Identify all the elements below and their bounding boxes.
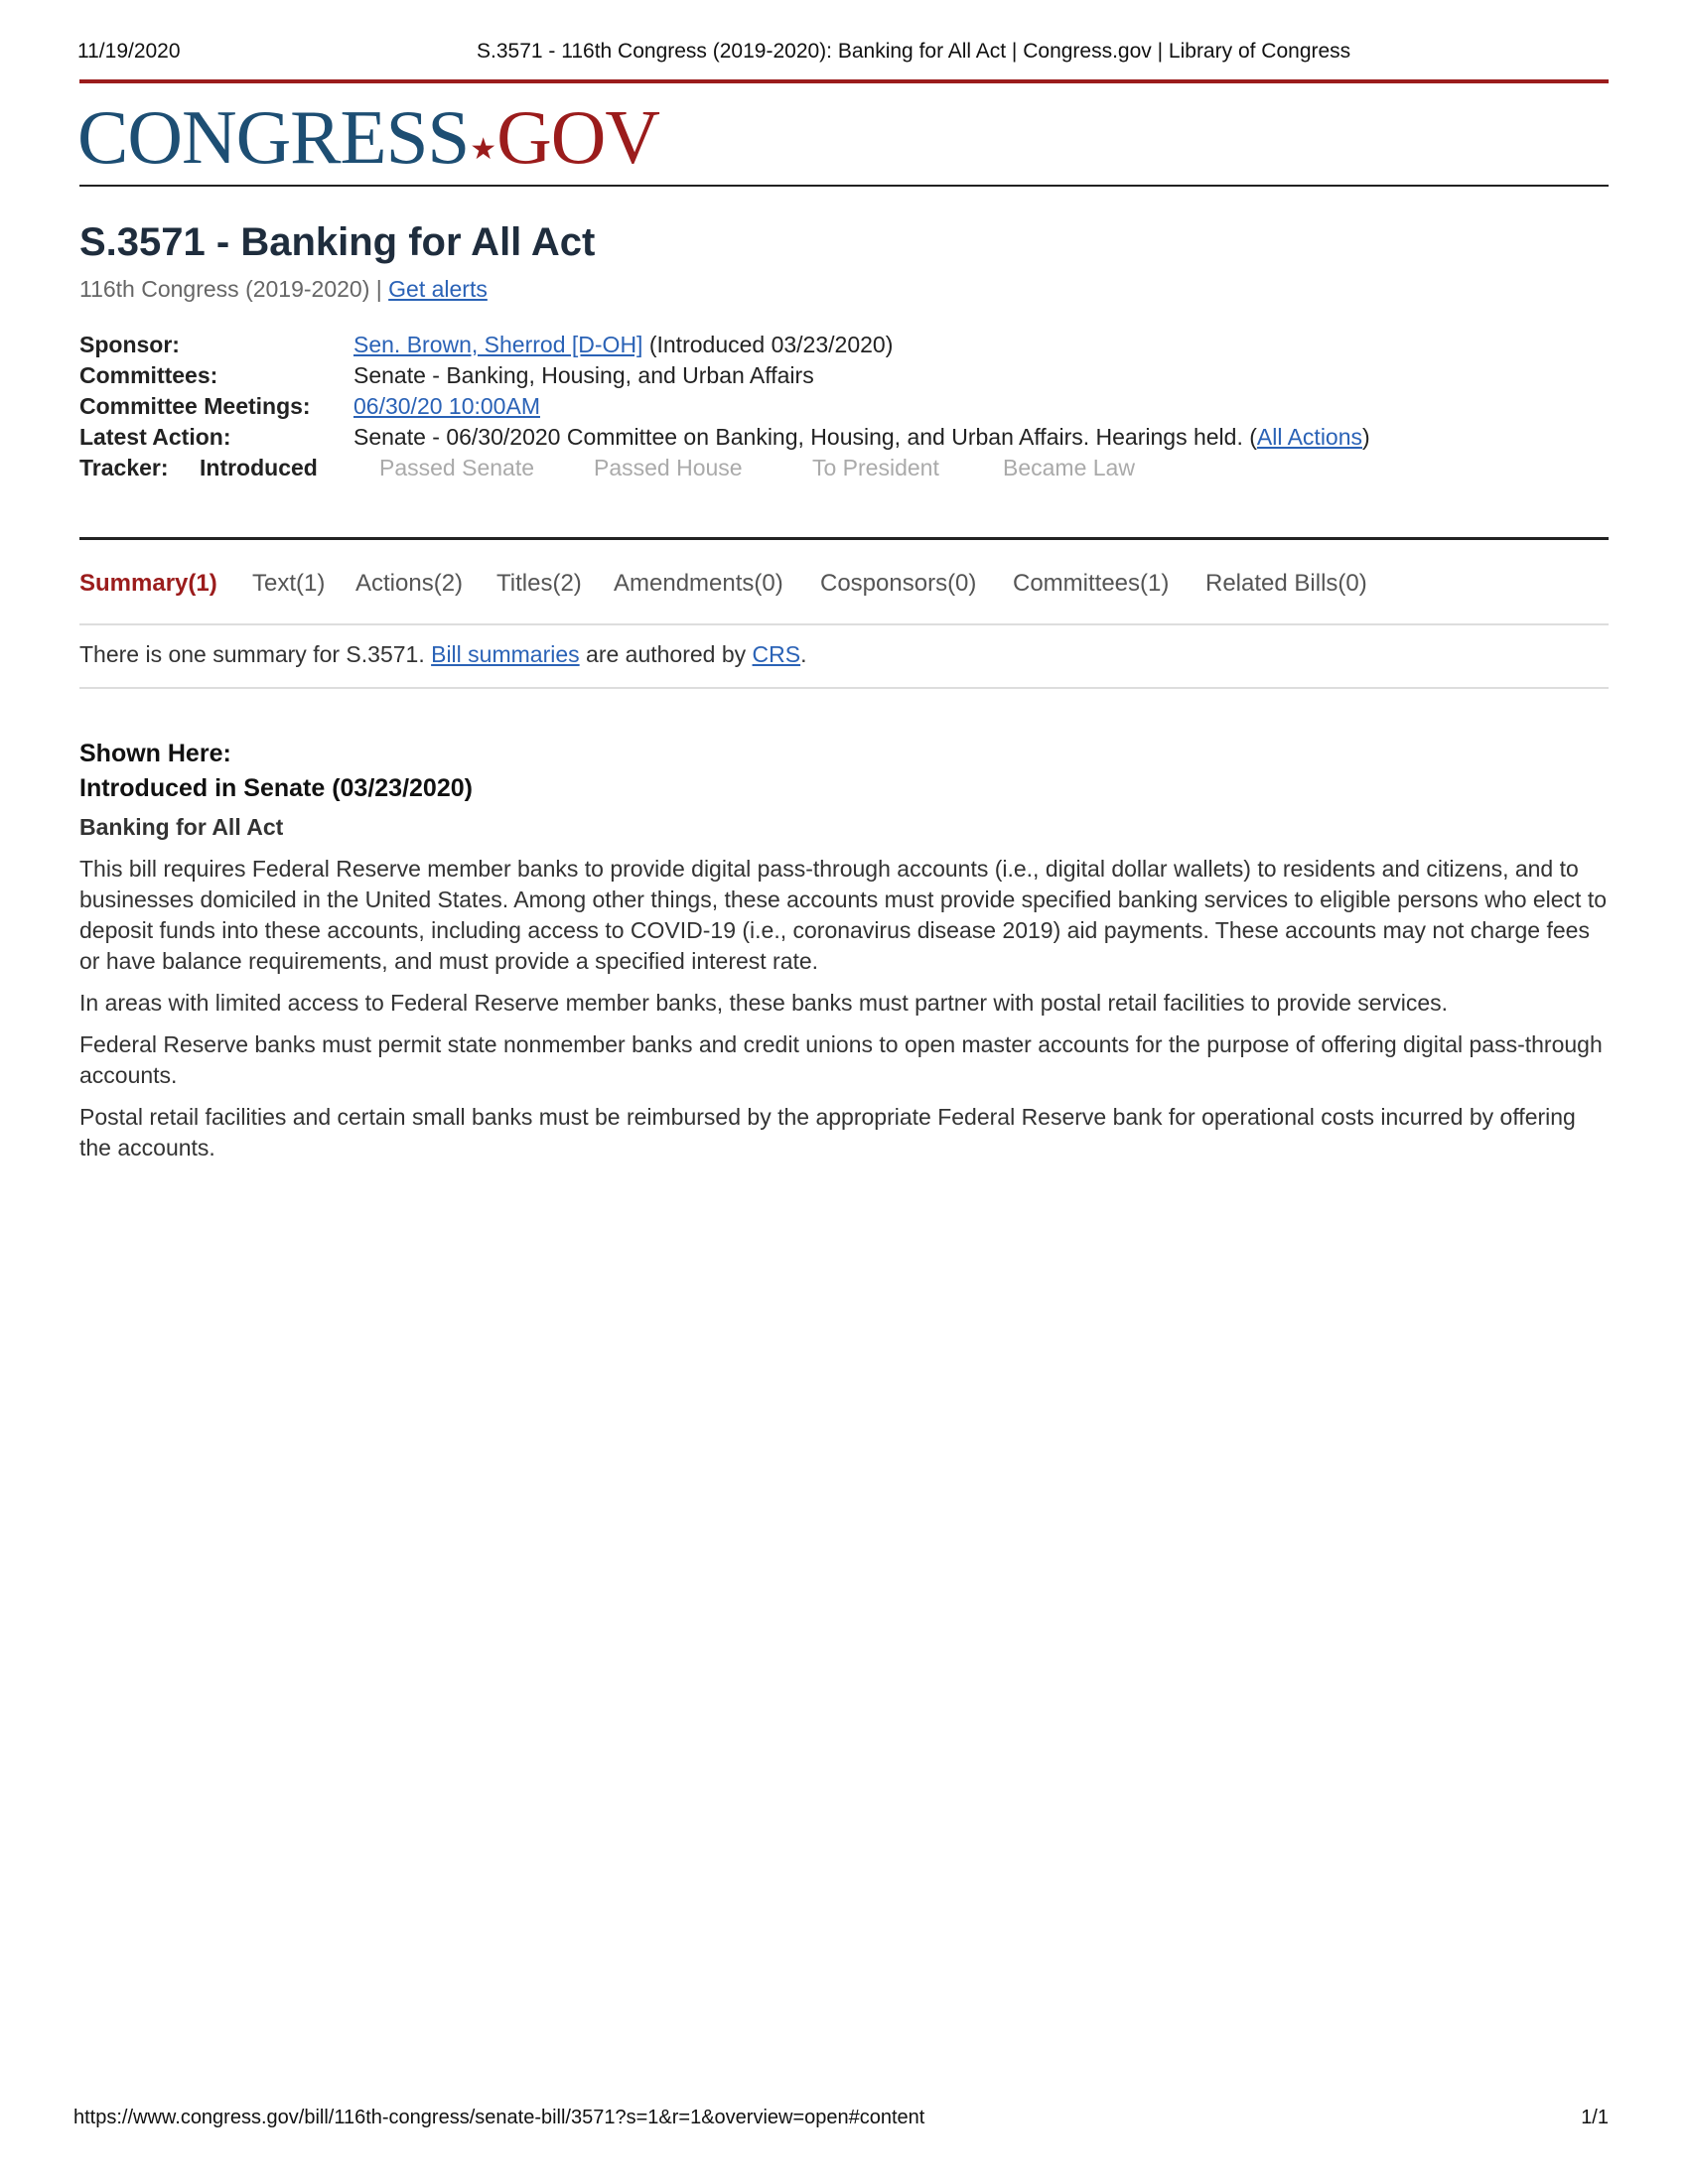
meeting-link[interactable]: 06/30/20 10:00AM xyxy=(353,393,540,419)
bill-overview xyxy=(79,332,1609,485)
crs-link[interactable]: CRS xyxy=(752,641,801,667)
latest-action-close: ) xyxy=(1362,424,1370,450)
get-alerts-link[interactable]: Get alerts xyxy=(388,276,488,302)
sponsor-value xyxy=(353,332,893,358)
header-red-rule xyxy=(79,79,1609,83)
sponsor-link[interactable]: Sen. Brown, Sherrod [D-OH] xyxy=(353,332,643,357)
meetings-value xyxy=(353,393,540,420)
latest-action-label: Latest Action: xyxy=(79,424,231,450)
summary-note xyxy=(79,641,807,668)
shown-here-label: Shown Here: xyxy=(79,740,231,767)
committees-value: Senate - Banking, Housing, and Urban Affairs xyxy=(353,362,814,388)
tracker-row xyxy=(79,455,1609,485)
print-date: 11/19/2020 xyxy=(77,40,181,63)
sponsor-row xyxy=(79,332,1609,362)
bill-summaries-link[interactable]: Bill summaries xyxy=(431,641,580,667)
tab-cosponsors[interactable]: Cosponsors(0) xyxy=(820,570,977,597)
congress-line xyxy=(79,276,488,303)
tab-summary[interactable]: Summary(1) xyxy=(79,570,217,597)
tabs-divider xyxy=(79,623,1609,625)
separator: | xyxy=(369,276,389,302)
tracker-step-passed-house: Passed House xyxy=(594,455,743,480)
tracker-current-step: Introduced xyxy=(200,455,318,480)
summary-paragraph: Postal retail facilities and certain small banks must be reimbursed by the appropriate Federal Reserve bank for operational costs incurred by offering the accounts. xyxy=(79,1104,1576,1160)
introduced-date: (Introduced 03/23/2020) xyxy=(642,332,894,357)
tab-related-bills[interactable]: Related Bills(0) xyxy=(1205,570,1367,597)
committees-label: Committees: xyxy=(79,362,218,388)
summary-paragraph: This bill requires Federal Reserve member banks to provide digital pass-through accounts (i.e., digital dollar wallets) to residents and citizens, and to businesses domiciled in the United States. Among other things, these accounts must provide specified banking services to eligible persons who elect to deposit funds into these accounts, including access to COVID-19 (i.e., coronavirus disease 2019) aid payments. These accounts may not charge fees or have balance requirements, and must provide a specified interest rate. xyxy=(79,856,1608,974)
meetings-label: Committee Meetings: xyxy=(79,393,311,419)
summary-note-divider xyxy=(79,687,1609,689)
summary-note-suffix: . xyxy=(800,641,807,667)
tracker-step-to-president: To President xyxy=(812,455,939,480)
print-footer-url: https://www.congress.gov/bill/116th-congress/senate-bill/3571?s=1&r=1&overview=open#content xyxy=(73,2107,925,2128)
summary-paragraph: In areas with limited access to Federal Reserve member banks, these banks must partner with postal retail facilities to provide services. xyxy=(79,990,1449,1016)
committees-row xyxy=(79,362,1609,393)
all-actions-link[interactable]: All Actions xyxy=(1256,424,1363,450)
logo-gov-text: GOV xyxy=(496,94,659,180)
logo-divider xyxy=(79,185,1609,187)
tab-committees[interactable]: Committees(1) xyxy=(1013,570,1170,597)
star-icon: ★ xyxy=(470,133,496,166)
summary-version-heading xyxy=(79,737,473,806)
summary-note-middle: are authored by xyxy=(579,641,753,667)
print-page-number: 1/1 xyxy=(1581,2107,1609,2128)
tracker-step-passed-senate: Passed Senate xyxy=(379,455,535,480)
tab-amendments[interactable]: Amendments(0) xyxy=(614,570,783,597)
congress-session: 116th Congress (2019-2020) xyxy=(79,276,370,302)
logo-congress-text: CONGRESS xyxy=(77,94,470,180)
summary-title: Banking for All Act xyxy=(79,814,284,840)
sponsor-label: Sponsor: xyxy=(79,332,180,357)
congress-gov-logo[interactable] xyxy=(77,94,659,180)
print-page-title: S.3571 - 116th Congress (2019-2020): Banking for All Act | Congress.gov | Library of Congress xyxy=(477,40,1351,63)
summary-body xyxy=(79,854,1609,1174)
latest-action-value xyxy=(353,424,1370,451)
summary-note-prefix: There is one summary for S.3571. xyxy=(79,641,432,667)
tracker-step-became-law: Became Law xyxy=(1003,455,1135,480)
tab-titles[interactable]: Titles(2) xyxy=(496,570,582,597)
summary-version: Introduced in Senate (03/23/2020) xyxy=(79,774,473,802)
latest-action-text: Senate - 06/30/2020 Committee on Banking, Housing, and Urban Affairs. Hearings held. ( xyxy=(353,424,1257,450)
print-header xyxy=(77,40,1609,69)
overview-divider xyxy=(79,537,1609,540)
summary-paragraph: Federal Reserve banks must permit state nonmember banks and credit unions to open master accounts for the purpose of offering digital pass-through accounts. xyxy=(79,1031,1603,1088)
meetings-row xyxy=(79,393,1609,424)
page-title: S.3571 - Banking for All Act xyxy=(79,220,596,264)
latest-action-row xyxy=(79,424,1609,455)
tracker-label: Tracker: xyxy=(79,455,169,480)
tab-actions[interactable]: Actions(2) xyxy=(355,570,464,597)
tab-text[interactable]: Text(1) xyxy=(252,570,326,597)
